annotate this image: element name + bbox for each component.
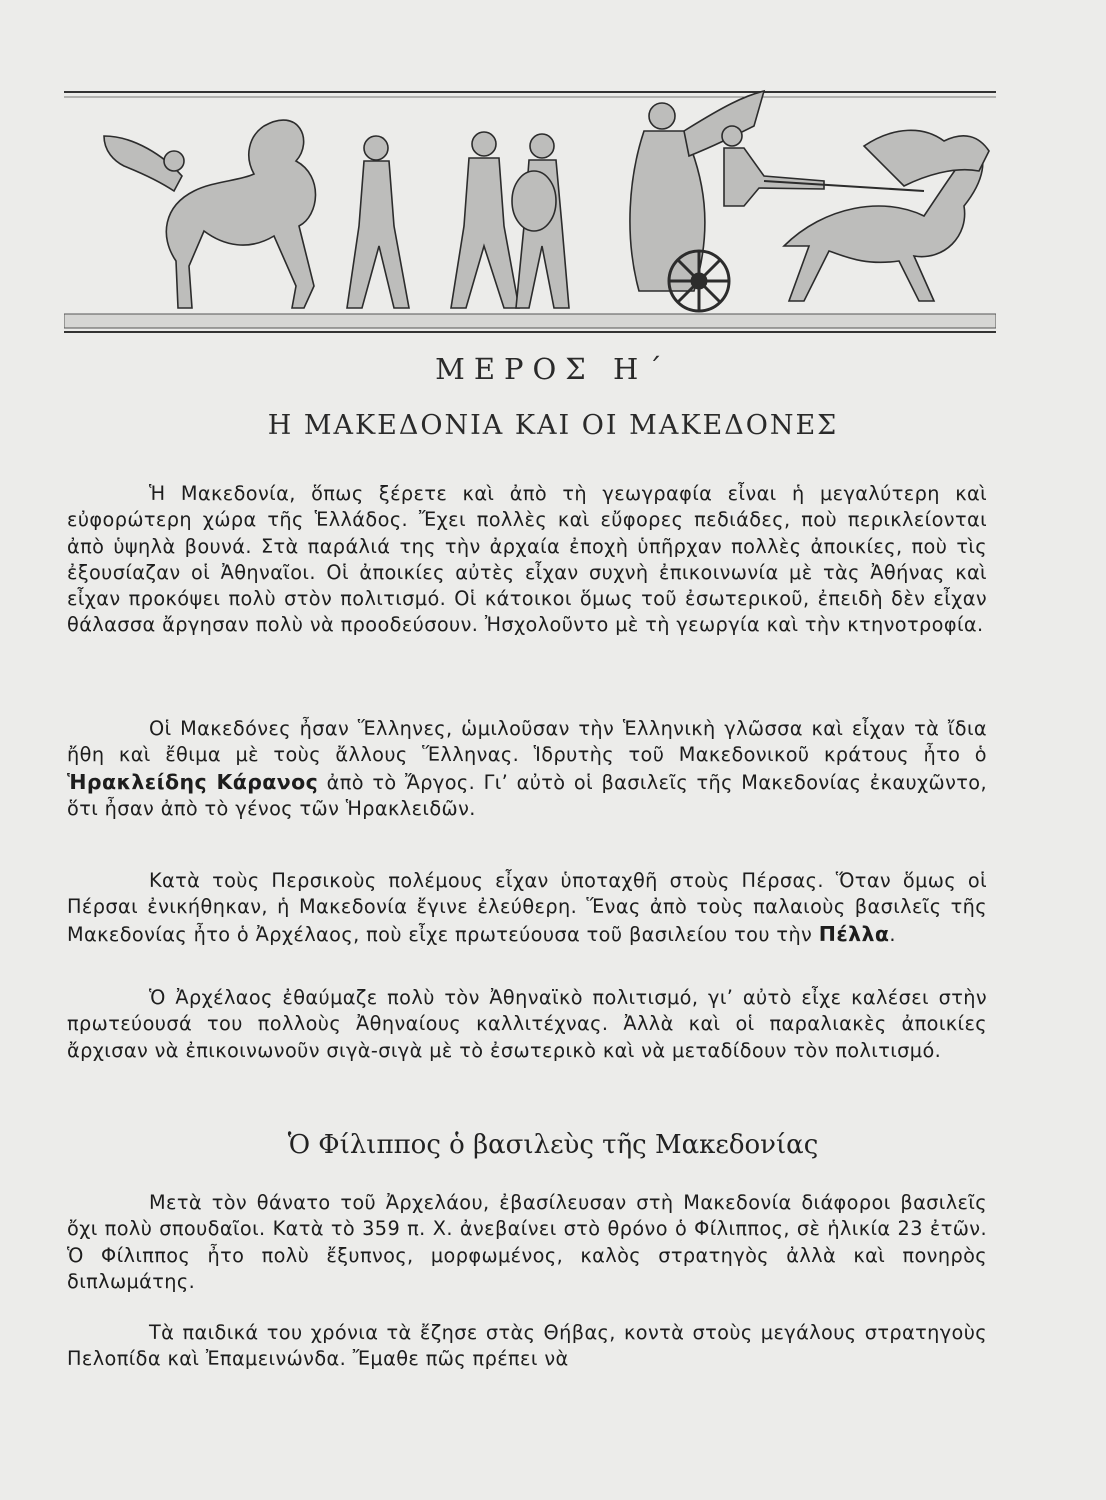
founder-name: Ἡρακλείδης Κάρανος	[67, 769, 319, 794]
section-title: Ὁ Φίλιππος ὁ βασιλεὺς τῆς Μακεδονίας	[287, 1130, 819, 1160]
paragraph-2	[67, 716, 987, 822]
paragraph-2-text-end: ἀπὸ τὸ Ἄργος. Γι’ αὐτὸ οἱ βασιλεῖς τῆς Μακεδονίας ἐκαυχῶντο, ὅτι ἦσαν ἀπὸ τὸ γένος τῶν Ἡρακλειδῶν.	[67, 770, 988, 820]
paragraph-3-text-end: .	[889, 922, 896, 946]
paragraph-6: Τὰ παιδικά του χρόνια τὰ ἔζησε στὰς Θήβας, κοντὰ στοὺς μεγάλους στρατηγοὺς Πελοπίδα καὶ Ἐπαμεινώνδα. Ἔμαθε πῶς πρέπει νὰ	[67, 1321, 987, 1371]
paragraph-5: Μετὰ τὸν θάνατο τοῦ Ἀρχελάου, ἐβασίλευσαν στὴ Μακεδονία διάφοροι βασιλεῖς ὄχι πολὺ σπουδαῖοι. Κατὰ τὸ 359 π. Χ. ἀνεβαίνει στὸ θρόνο ὁ Φίλιππος, σὲ ἡλικία 23 ἐτῶν. Ὁ Φίλιππος ἦτο πολὺ ἔξυπνος, μορφωμένος, καλὸς στρατηγὸς ἀλλὰ καὶ πονηρὸς διπλωμάτης.	[67, 1191, 987, 1293]
paragraph-1: Ἡ Μακεδονία, ὅπως ξέρετε καὶ ἀπὸ τὴ γεωγραφία εἶναι ἡ μεγαλύτερη καὶ εὐφορώτερη χώρα τῆς Ἑλλάδος. Ἔχει πολλὲς καὶ εὔφορες πεδιάδες, ποὺ περικλείονται ἀπὸ ὑψηλὰ βουνά. Στὰ παράλιά της τὴν ἀρχαία ἐποχὴ ὑπῆρχαν πολλὲς ἀποικίες, ποὺ τὶς ἐξουσίαζαν οἱ Ἀθηναῖοι. Οἱ ἀποικίες αὐτὲς εἶχαν συχνὴ ἐπικοινωνία μὲ τὰς Ἀθήνας καὶ εἶχαν προκόψει πολὺ στὸν πολιτισμό. Οἱ κάτοικοι ὅμως τοῦ ἐσωτερικοῦ, ἐπειδὴ δὲν εἶχαν θάλασσα ἄργησαν πολὺ νὰ προοδεύσουν. Ἠσχολοῦντο μὲ τὴ γεωργία καὶ τὴν κτηνοτροφία.	[67, 482, 987, 637]
paragraph-2-text: Οἱ Μακεδόνες ἦσαν Ἕλληνες, ὡμιλοῦσαν τὴν Ἑλληνικὴ γλῶσσα καὶ εἶχαν τὰ ἴδια ἤθη καὶ ἔθιμα μὲ τοὺς ἄλλους Ἕλληνας. Ἱδρυτὴς τοῦ Μακεδονικοῦ κράτους ἦτο ὁ	[67, 717, 987, 767]
paragraph-4: Ὁ Ἀρχέλαος ἐθαύμαζε πολὺ τὸν Ἀθηναϊκὸ πολιτισμό, γι’ αὐτὸ εἶχε καλέσει στὴν πρωτεύουσά του πολλοὺς Ἀθηναίους καλλιτέχνας. Ἀλλὰ καὶ οἱ παραλιακὲς ἀποικίες ἄρχισαν νὰ ἐπικοινωνοῦν σιγὰ-σιγὰ μὲ τὸ ἐσωτερικὸ καὶ νὰ μεταδίδουν τὸν πολιτισμό.	[67, 986, 987, 1062]
paragraph-3-text: Κατὰ τοὺς Περσικοὺς πολέμους εἶχαν ὑποταχθῆ στοὺς Πέρσας. Ὅταν ὅμως οἱ Πέρσαι ἐνικήθηκαν, ἡ Μακεδονία ἔγινε ἐλεύθερη. Ἕνας ἀπὸ τοὺς παλαιοὺς βασιλεῖς τῆς Μακεδονίας ἦτο ὁ Ἀρχέλαος, ποὺ εἶχε πρωτεύουσα τοῦ βασιλείου του τὴν	[67, 869, 987, 946]
frieze-illustration	[64, 86, 996, 336]
part-title: ΜΕΡΟΣ Η΄	[435, 352, 671, 386]
paragraph-3	[67, 868, 987, 948]
capital-name: Πέλλα	[818, 921, 890, 946]
chapter-title: Η ΜΑΚΕΔΟΝΙΑ ΚΑΙ ΟΙ ΜΑΚΕΔΟΝΕΣ	[267, 410, 839, 441]
